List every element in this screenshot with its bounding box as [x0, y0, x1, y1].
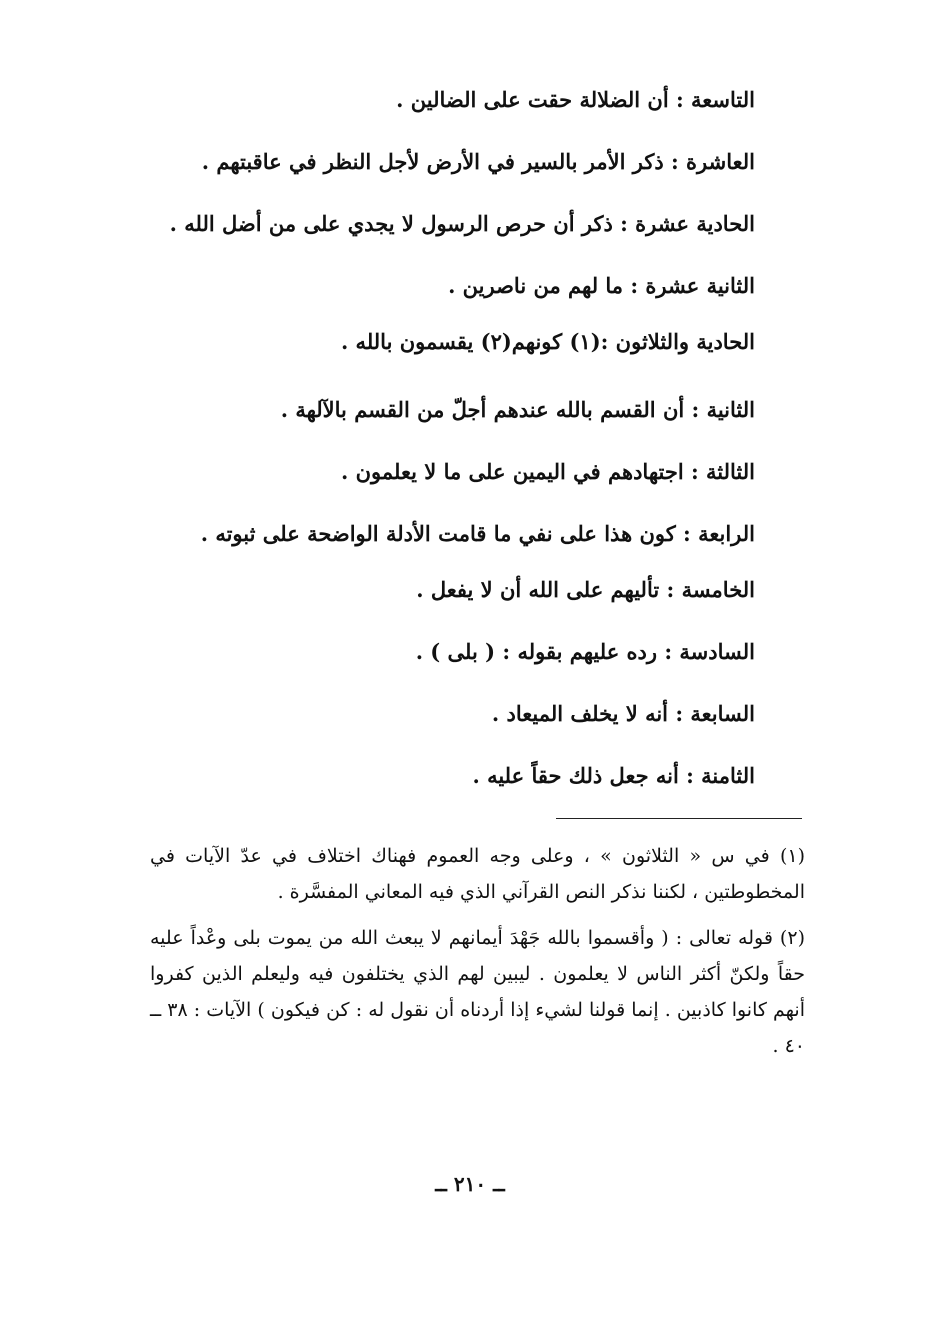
line-fifth: الخامسة : تأليهم على الله أن لا يفعل .	[416, 577, 755, 602]
line-fourth: الرابعة : كون هذا على نفي ما قامت الأدلة الواضحة على ثبوته .	[200, 521, 755, 546]
page-number: ــ ٢١٠ ــ	[435, 1172, 505, 1196]
footnote-2: (٢) قوله تعالى : ( وأقسموا بالله جَهْدَ أيمانهم لا يبعث الله من يموت بلى وعْداً عليه حقاً ولكنّ أكثر الناس لا يعلمون . ليبين لهم الذي يختلفون فيه وليعلم الذين كفروا أنهم كانوا كاذبين . إنما قولنا لشيء إذا أردناه أن نقول له : كن فيكون ) الآيات : ٣٨ ــ ٤٠ .	[150, 927, 805, 1057]
line-twelfth: الثانية عشرة : ما لهم من ناصرين .	[448, 273, 755, 298]
line-ninth: التاسعة : أن الضلالة حقت على الضالين .	[396, 87, 755, 112]
line-tenth: العاشرة : ذكر الأمر بالسير في الأرض لأجل النظر في عاقبتهم .	[201, 149, 755, 174]
line-third: الثالثة : اجتهادهم في اليمين على ما لا يعلمون .	[341, 459, 755, 484]
line-sixth: السادسة : رده عليهم بقوله : ( بلى ) .	[415, 639, 755, 664]
footnote-1: (١) في س « الثلاثون » ، وعلى وجه العموم فهناك اختلاف في عدّ الآيات في المخطوطتين ، لكننا نذكر النص القرآني الذي فيه المعاني المفسَّرة .	[150, 845, 805, 903]
line-seventh: السابعة : أنه لا يخلف الميعاد .	[491, 701, 755, 726]
footnote-divider	[556, 818, 802, 819]
footnotes	[150, 838, 805, 1074]
line-second: الثانية : أن القسم بالله عندهم أجلّ من القسم بالآلهة .	[280, 397, 755, 422]
line-eleventh: الحادية عشرة : ذكر أن حرص الرسول لا يجدي على من أضل الله .	[169, 211, 755, 236]
line-thirty-first: الحادية والثلاثون :(١) كونهم(٢) يقسمون بالله .	[340, 329, 755, 354]
line-eighth: الثامنة : أنه جعل ذلك حقاً عليه .	[472, 763, 755, 788]
